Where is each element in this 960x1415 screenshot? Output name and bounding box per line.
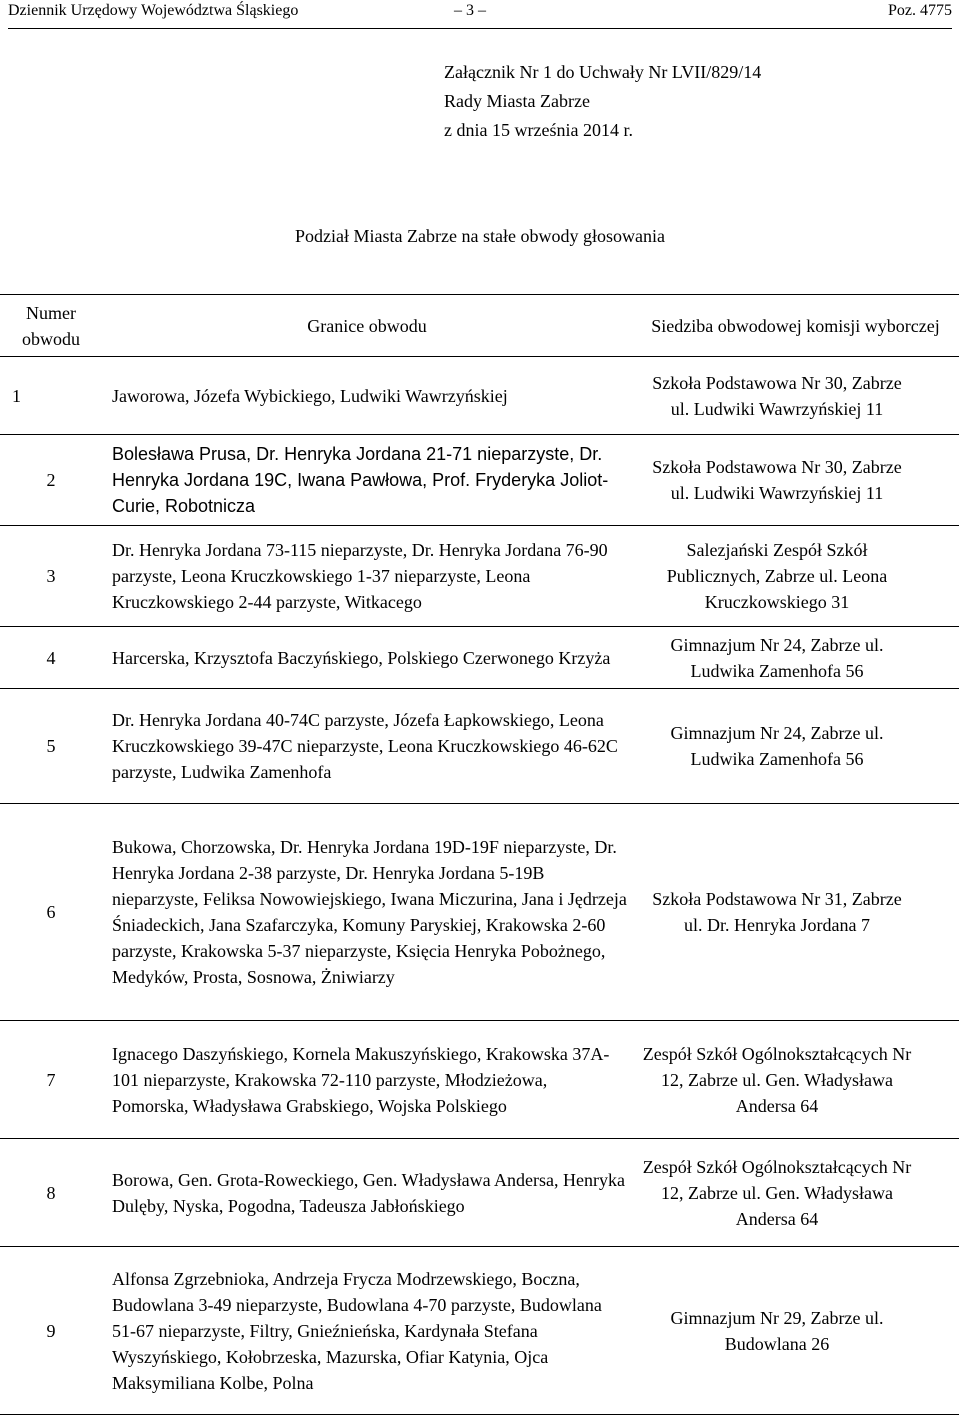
column-header-number: Numer obwodu (0, 295, 102, 357)
page-number: – 3 – (454, 2, 486, 19)
district-number: 2 (0, 435, 102, 526)
district-number: 7 (0, 1021, 102, 1139)
district-number: 3 (0, 526, 102, 627)
district-boundaries: Bukowa, Chorzowska, Dr. Henryka Jordana 19D-19F nieparzyste, Dr. Henryka Jordana 2-38 parzyste, Dr. Henryka Jordana 5-19B nieparzyste, Feliksa Nowowiejskiego, Iwana Miczurina, Jana i Jędrzeja Śniadeckich, Jana Szafarczyka, Komuny Paryskiej, Krakowska 2-60 parzyste, Krakowska 5-37 nieparzyste, Księcia Henryka Pobożnego, Medyków, Prosta, Sosnowa, Żniwiarzy (102, 804, 632, 1021)
seat-text: Szkoła Podstawowa Nr 30, Zabrze ul. Ludwiki Wawrzyńskiej 11 (652, 372, 902, 419)
district-seat (632, 804, 959, 1021)
table-row (0, 526, 959, 627)
district-seat (632, 526, 959, 627)
seat-text: Gimnazjum Nr 24, Zabrze ul. Ludwika Zamenhofa 56 (670, 723, 884, 769)
seat-text: Szkoła Podstawowa Nr 30, Zabrze ul. Ludwiki Wawrzyńskiej 11 (652, 457, 902, 503)
district-seat (632, 689, 959, 804)
seat-text: Zespół Szkół Ogólnokształcących Nr 12, Zabrze ul. Gen. Władysława Andersa 64 (642, 1156, 912, 1229)
districts-table (0, 294, 959, 1415)
table-row (0, 357, 959, 435)
district-boundaries: Dr. Henryka Jordana 40-74C parzyste, Józefa Łapkowskiego, Leona Kruczkowskiego 39-47C nieparzyste, Leona Kruczkowskiego 46-62C parzyste, Ludwika Zamenhofa (102, 689, 632, 804)
district-number: 6 (0, 804, 102, 1021)
seat-text: Zespół Szkół Ogólnokształcących Nr 12, Zabrze ul. Gen. Władysława Andersa 64 (642, 1043, 912, 1116)
annex-line-3: z dnia 15 września 2014 r. (444, 120, 633, 140)
district-boundaries: Jaworowa, Józefa Wybickiego, Ludwiki Wawrzyńskiej (102, 357, 632, 435)
table-row (0, 1021, 959, 1139)
journal-name: Dziennik Urzędowy Województwa Śląskiego (8, 2, 299, 19)
column-header-seat: Siedziba obwodowej komisji wyborczej (632, 295, 959, 357)
district-boundaries: Harcerska, Krzysztofa Baczyńskiego, Polskiego Czerwonego Krzyża (102, 627, 632, 689)
page-header (8, 0, 952, 29)
district-number: 8 (0, 1139, 102, 1247)
district-boundaries: Borowa, Gen. Grota-Roweckiego, Gen. Władysława Andersa, Henryka Dulęby, Nyska, Pogodna, Tadeusza Jabłońskiego (102, 1139, 632, 1247)
district-seat (632, 627, 959, 689)
table-row (0, 1139, 959, 1247)
seat-text: Szkoła Podstawowa Nr 31, Zabrze ul. Dr. Henryka Jordana 7 (652, 889, 902, 935)
district-seat (632, 357, 959, 435)
district-seat (632, 1247, 959, 1415)
district-boundaries: Ignacego Daszyńskiego, Kornela Makuszyńskiego, Krakowska 37A-101 nieparzyste, Krakowska 72-110 parzyste, Młodzieżowa, Pomorska, Władysława Grabskiego, Wojska Polskiego (102, 1021, 632, 1139)
position-number: Poz. 4775 (888, 2, 952, 19)
annex-info (444, 58, 761, 145)
table-row (0, 689, 959, 804)
seat-text: Salezjański Zespół Szkół Publicznych, Zabrze ul. Leona Kruczkowskiego 31 (666, 540, 888, 612)
table-row (0, 627, 959, 689)
seat-text: Gimnazjum Nr 24, Zabrze ul. Ludwika Zamenhofa 56 (670, 634, 884, 681)
table-row (0, 1247, 959, 1415)
table-row (0, 804, 959, 1021)
district-boundaries: Bolesława Prusa, Dr. Henryka Jordana 21-71 nieparzyste, Dr. Henryka Jordana 19C, Iwana Pawłowa, Prof. Fryderyka Joliot-Curie, Robotnicza (102, 435, 632, 526)
district-boundaries: Alfonsa Zgrzebnioka, Andrzeja Frycza Modrzewskiego, Boczna, Budowlana 3-49 nieparzyste, Budowlana 4-70 parzyste, Budowlana 51-67 nieparzyste, Filtry, Gnieźnieńska, Kardynała Stefana Wyszyńskiego, Kołobrzeska, Mazurska, Ofiar Katynia, Ojca Maksymiliana Kolbe, Polna (102, 1247, 632, 1415)
district-seat (632, 1021, 959, 1139)
column-header-boundaries: Granice obwodu (102, 295, 632, 357)
table-row (0, 435, 959, 526)
annex-line-1: Załącznik Nr 1 do Uchwały Nr LVII/829/14 (444, 62, 762, 82)
district-seat (632, 435, 959, 526)
seat-text: Gimnazjum Nr 29, Zabrze ul. Budowlana 26 (670, 1307, 884, 1354)
district-number: 5 (0, 689, 102, 804)
district-number: 9 (0, 1247, 102, 1415)
document-title: Podział Miasta Zabrze na stałe obwody głosowania (295, 226, 665, 246)
district-seat (632, 1139, 959, 1247)
district-boundaries: Dr. Henryka Jordana 73-115 nieparzyste, Dr. Henryka Jordana 76-90 parzyste, Leona Kruczkowskiego 1-37 nieparzyste, Leona Kruczkowskiego 2-44 parzyste, Witkacego (102, 526, 632, 627)
table-header-row (0, 295, 959, 357)
district-number: 4 (0, 627, 102, 689)
district-number: 1 (0, 357, 102, 435)
annex-line-2: Rady Miasta Zabrze (444, 91, 590, 111)
